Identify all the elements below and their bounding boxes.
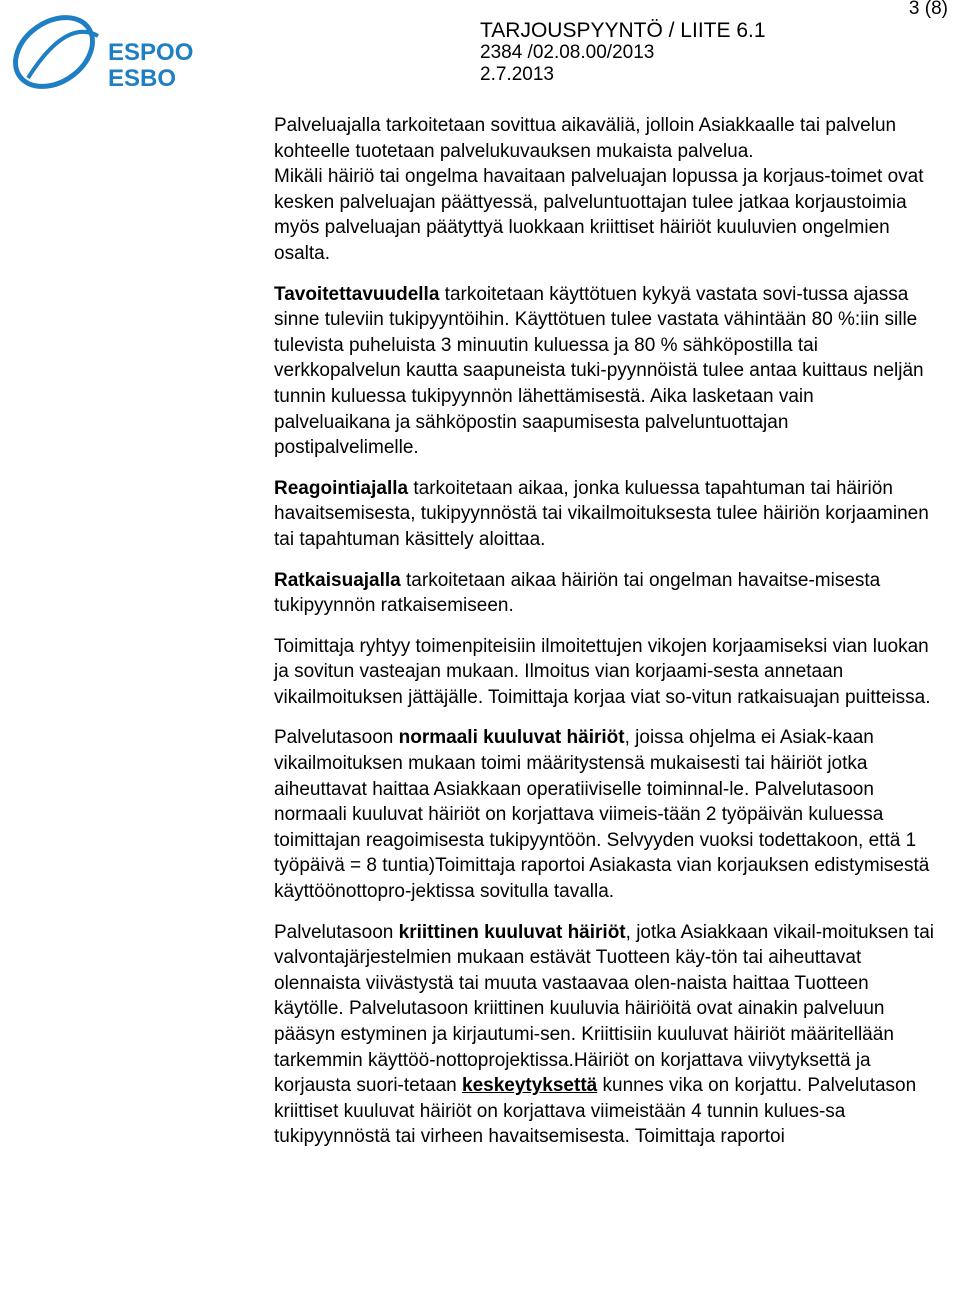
paragraph-kriittinen: Palvelutasoon kriittinen kuuluvat häiriöt, jotka Asiakkaan vikail-moituksen tai valvontajärjestelmien mukaan estävät Tuotteen käy-tön tai aiheuttavat olennaista viivästystä tai muuta vastaavaa olen-naista haittaa Tuotteen käytölle. Palvelutasoon kriittinen kuuluvia häiriöitä ovat ainakin palveluun pääsyn estyminen ja kirjautumi-sen. Kriittisiin kuuluvat häiriöt määritellään tarkemmin käyttöö-nottoprojektissa.Häiriöt on korjattava viivytyksettä ja korjausta suori-tetaan keskeytyksettä kunnes vika on korjattu. Palvelutason kriittiset kuuluvat häiriöt on korjattava viimeistään 4 tunnin kulues-sa tukipyynnöstä tai virheen havaitsemisesta. Toimittaja raportoi	[274, 921, 935, 1148]
document-header	[480, 20, 766, 86]
term-keskeytyksetta: keskeytyksettä	[462, 1075, 598, 1097]
document-title: TARJOUSPYYNTÖ / LIITE 6.1	[480, 19, 766, 42]
term-reagointiaika: Reagointiajalla	[274, 477, 409, 499]
paragraph-normaali: Palvelutasoon normaali kuuluvat häiriöt, joissa ohjelma ei Asiak-kaan vikailmoituksen mukaan toimi määritystensä mukaisesti tai häiriöt jotka aiheuttavat haittaa Asiakkaan operatiiviselle toiminnal-le. Palvelutasoon normaali kuuluvat häiriöt on korjattava viimeis-tään 2 työpäivän kuluessa toimittajan reagoimisesta tukipyyntöön. Selvyyden vuoksi todettakoon, että 1 työpäivä = 8 tuntia)Toimittaja raportoi Asiakasta vian korjauksen edistymisestä käyttöönottopro-jektissa sovitulla tavalla.	[274, 727, 930, 903]
document-reference: 2384 /02.08.00/2013	[480, 42, 655, 63]
term-normaali: normaali kuuluvat häiriöt	[398, 727, 625, 749]
espoo-logo	[6, 8, 206, 98]
espoo-logo-mark	[6, 8, 206, 98]
paragraph-hairio: Mikäli häiriö tai ongelma havaitaan palveluajan lopussa ja korjaus-toimet ovat kesken palveluajan päättyessä, palveluntuottajan tulee jatkaa korjaustoimia myös palveluajan päätyttyä luokkaan kriittiset häiriöt kuuluvien ongelmien osalta.	[274, 166, 924, 264]
paragraph-tavoitettavuus: Tavoitettavuudella tarkoitetaan käyttötuen kykyä vastata sovi-tussa ajassa sinne tuleviin tukipyyntöihin. Käyttötuen tulee vastata vähintään 80 %:iin sille tulevista puheluista 3 minuutin kuluessa ja 80 % sähköpostilla tai verkkopalvelun kautta saapuneista tuki-pyynnöistä tulee antaa kuittaus neljän tunnin kuluessa tukipyynnön lähettämisestä. Aika lasketaan vain palveluaikana ja sähköpostin saapumisesta palveluntuottajan postipalvelimelle.	[274, 283, 924, 459]
page-number: 3 (8)	[908, 0, 948, 19]
document-date: 2.7.2013	[480, 64, 554, 85]
paragraph-ratkaisuaika: Ratkaisuajalla tarkoitetaan aikaa häiriön tai ongelman havaitse-misesta tukipyynnön ratkaisemiseen.	[274, 569, 881, 617]
document-body	[274, 113, 934, 1150]
term-ratkaisuaika: Ratkaisuajalla	[274, 569, 401, 591]
logo-text-espoo: ESPOO	[108, 39, 194, 66]
logo-text-esbo: ESBO	[108, 65, 177, 92]
term-kriittinen: kriittinen kuuluvat häiriöt	[398, 921, 626, 943]
term-tavoitettavuus: Tavoitettavuudella	[274, 283, 440, 305]
paragraph-palveluaika: Palveluajalla tarkoitetaan sovittua aikaväliä, jolloin Asiakkaalle tai palvelun kohteelle tuotetaan palvelukuvauksen mukaista palvelua.	[274, 115, 897, 162]
paragraph-toimittaja: Toimittaja ryhtyy toimenpiteisiin ilmoitettujen vikojen korjaamiseksi vian luokan ja sovitun vasteajan mukaan. Ilmoitus vian korjaami-sesta annetaan vikailmoituksen jättäjälle. Toimittaja korjaa viat so-vitun ratkaisuajan puitteissa.	[274, 635, 931, 708]
paragraph-reagointiaika: Reagointiajalla tarkoitetaan aikaa, jonka kuluessa tapahtuman tai häiriön havaitsemisesta, tukipyynnöstä tai vikailmoituksesta tulee häiriön korjaaminen tai tapahtuman käsittely aloittaa.	[274, 477, 929, 550]
